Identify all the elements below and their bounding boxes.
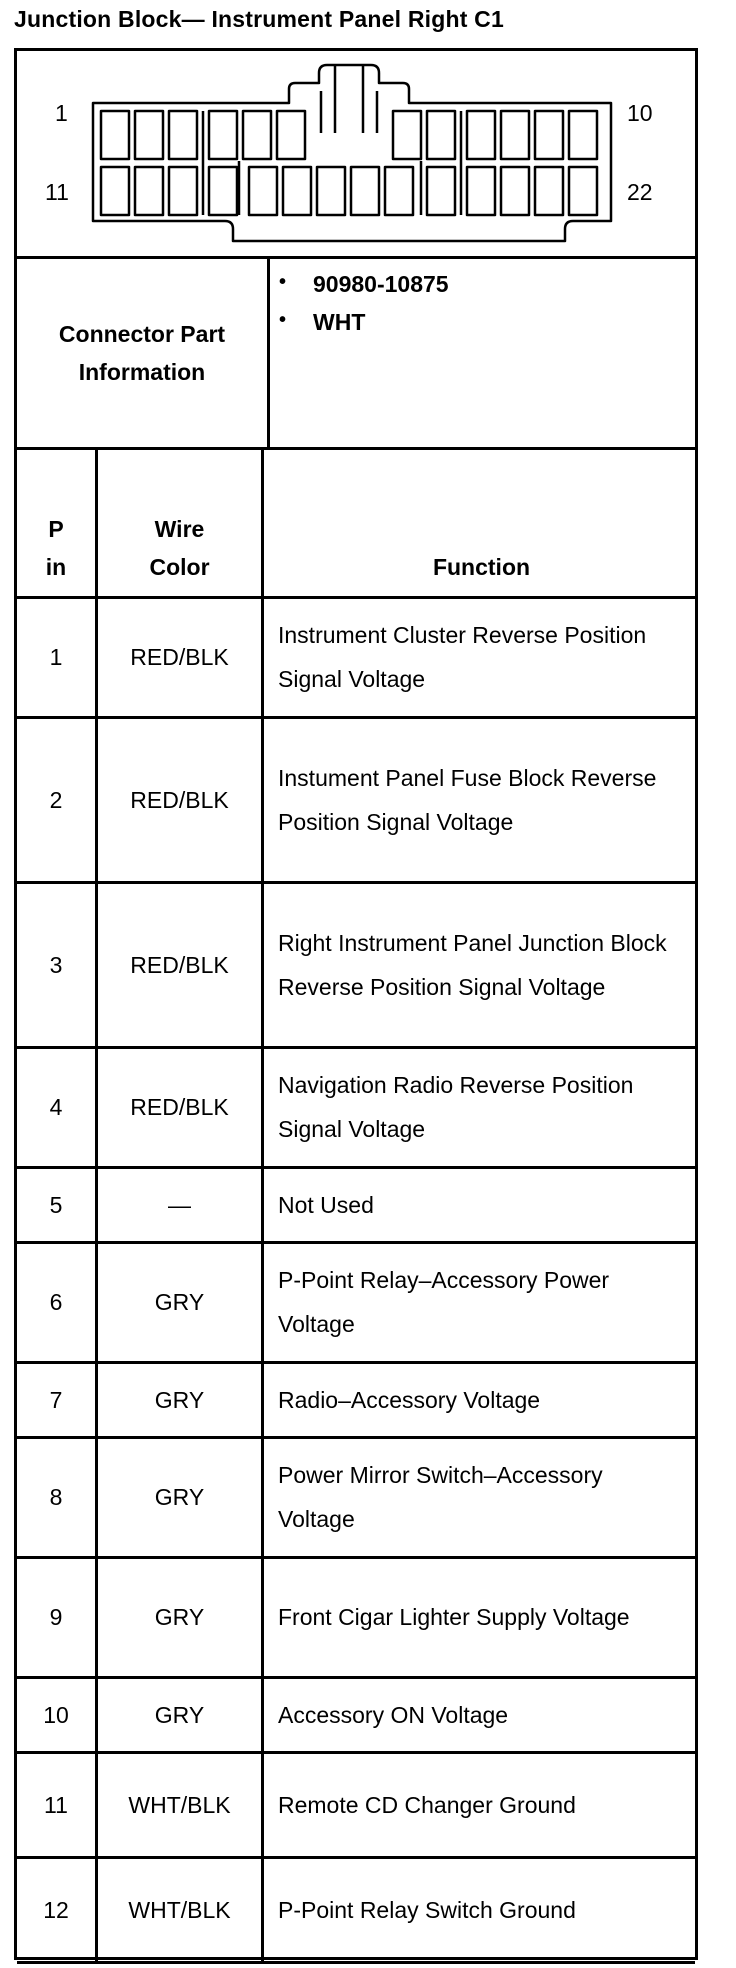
function-cell: Instument Panel Fuse Block Reverse Position Signal Voltage xyxy=(263,717,696,882)
table-row xyxy=(17,597,695,717)
connector-face-diagram xyxy=(17,51,695,256)
wire-color-cell: RED/BLK xyxy=(97,717,263,882)
function-cell: Navigation Radio Reverse Position Signal Voltage xyxy=(263,1047,696,1167)
header-pin-line2: in xyxy=(45,553,67,580)
pin-cell: 6 xyxy=(17,1242,97,1362)
wire-color-cell: GRY xyxy=(97,1557,263,1677)
function-cell: Remote CD Changer Ground xyxy=(263,1752,696,1857)
table-row xyxy=(17,1857,695,1962)
function-cell: Right Instrument Panel Junction Block Reverse Position Signal Voltage xyxy=(263,882,696,1047)
wire-color-cell: WHT/BLK xyxy=(97,1857,263,1962)
table-row xyxy=(17,1047,695,1167)
connector-part-information-section xyxy=(17,259,695,450)
table-row xyxy=(17,882,695,1047)
cpi-label-line2: Information xyxy=(78,359,206,385)
wire-color-cell: — xyxy=(97,1167,263,1242)
pin-table xyxy=(17,450,695,1964)
wire-color-cell: GRY xyxy=(97,1437,263,1557)
function-cell: P-Point Relay Switch Ground xyxy=(263,1857,696,1962)
connector-part-information-list xyxy=(279,271,449,347)
function-cell: Power Mirror Switch–Accessory Voltage xyxy=(263,1437,696,1557)
header-wire-color-line1: Wire xyxy=(154,515,205,542)
table-row xyxy=(17,1437,695,1557)
function-cell: Not Used xyxy=(263,1167,696,1242)
header-wire-color-line2: Color xyxy=(149,553,210,580)
connector-latch xyxy=(321,65,377,133)
table-row xyxy=(17,1677,695,1752)
wire-color-cell: WHT/BLK xyxy=(97,1752,263,1857)
function-cell: Instrument Cluster Reverse Position Signal Voltage xyxy=(263,597,696,717)
table-row xyxy=(17,1242,695,1362)
header-pin xyxy=(17,450,97,597)
table-row xyxy=(17,1752,695,1857)
pin-cell: 10 xyxy=(17,1677,97,1752)
header-pin-line1: P xyxy=(48,515,64,542)
pin-cell: 9 xyxy=(17,1557,97,1677)
pin-label-1: 1 xyxy=(55,100,68,126)
cpi-item xyxy=(279,271,449,309)
pin-label-22: 22 xyxy=(627,179,653,205)
pin-cell: 4 xyxy=(17,1047,97,1167)
bottom-row-cavities xyxy=(101,167,597,215)
pin-cell: 12 xyxy=(17,1857,97,1962)
wire-color-cell: RED/BLK xyxy=(97,597,263,717)
header-wire-color xyxy=(97,450,263,597)
function-cell: P-Point Relay–Accessory Power Voltage xyxy=(263,1242,696,1362)
part-number: 90980-10875 xyxy=(313,271,449,297)
wire-color-cell: RED/BLK xyxy=(97,1047,263,1167)
connector-part-information-label xyxy=(17,259,270,447)
header-function: Function xyxy=(263,450,696,597)
wire-color-cell: GRY xyxy=(97,1242,263,1362)
pin-cell: 11 xyxy=(17,1752,97,1857)
pin-cell: 3 xyxy=(17,882,97,1047)
cpi-label-line1: Connector Part xyxy=(58,321,226,347)
pin-cell: 5 xyxy=(17,1167,97,1242)
pin-label-11: 11 xyxy=(45,179,69,205)
wire-color-cell: GRY xyxy=(97,1677,263,1752)
function-cell: Front Cigar Lighter Supply Voltage xyxy=(263,1557,696,1677)
pin-cell: 7 xyxy=(17,1362,97,1437)
pin-label-10: 10 xyxy=(627,100,653,126)
wire-color-cell: GRY xyxy=(97,1362,263,1437)
connector-color: WHT xyxy=(313,309,366,335)
function-cell: Radio–Accessory Voltage xyxy=(263,1362,696,1437)
table-row xyxy=(17,717,695,882)
pinout-table-frame xyxy=(14,48,698,1960)
pin-cell: 8 xyxy=(17,1437,97,1557)
function-cell: Accessory ON Voltage xyxy=(263,1677,696,1752)
table-row xyxy=(17,1362,695,1437)
bullet-icon: • xyxy=(279,271,287,293)
bullet-icon: • xyxy=(279,309,287,331)
connector-keying-ribs xyxy=(203,111,461,215)
connector-diagram-section xyxy=(17,51,695,259)
table-row xyxy=(17,1557,695,1677)
wire-color-cell: RED/BLK xyxy=(97,882,263,1047)
top-row-cavities xyxy=(101,111,597,159)
page-title: Junction Block— Instrument Panel Right C1 xyxy=(14,6,504,32)
pin-cell: 1 xyxy=(17,597,97,717)
table-header-row xyxy=(17,450,695,597)
cpi-item xyxy=(279,309,449,347)
pin-cell: 2 xyxy=(17,717,97,882)
table-row xyxy=(17,1167,695,1242)
